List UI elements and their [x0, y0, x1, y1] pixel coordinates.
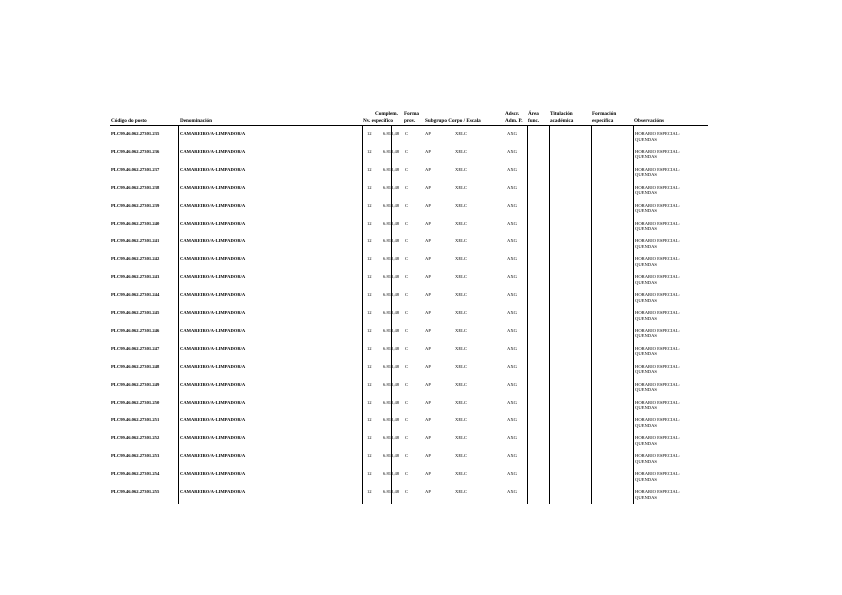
cell-codigo: PLC99.46.062.27301.243: [111, 274, 160, 280]
cell-nivel: 12: [367, 292, 372, 298]
cell-denominacion: CAMAREIRO/A-LIMPADOR/A: [180, 184, 246, 190]
cell-denominacion: CAMAREIRO/A-LIMPADOR/A: [180, 256, 246, 262]
cell-observacions-line2: QUENDAS: [635, 333, 657, 339]
header-rule: [110, 125, 708, 126]
cell-forma-provision: C: [405, 363, 409, 369]
cell-corpo-escala: XELC: [455, 345, 467, 351]
cell-observacions-line1: HORARIO ESPECIAL:: [635, 184, 680, 190]
cell-observacions-line1: HORARIO ESPECIAL:: [635, 327, 680, 333]
cell-denominacion: CAMAREIRO/A-LIMPADOR/A: [180, 489, 246, 494]
cell-denominacion: CAMAREIRO/A-LIMPADOR/A: [180, 471, 246, 477]
cell-subgrupo: AP: [425, 381, 431, 387]
table-row: [0, 203, 842, 221]
cell-nivel: 12: [367, 399, 372, 405]
header-adscr-line2: Adm. P.: [505, 118, 523, 124]
header-titulacion-line2: académica: [550, 118, 574, 124]
cell-corpo-escala: XELC: [455, 489, 467, 494]
cell-codigo: PLC99.46.062.27301.247: [111, 345, 160, 351]
cell-subgrupo: AP: [425, 184, 431, 190]
cell-denominacion: CAMAREIRO/A-LIMPADOR/A: [180, 220, 246, 226]
cell-forma-provision: C: [405, 453, 409, 459]
cell-complemento: 6.812,48: [383, 327, 400, 333]
table-row: [0, 435, 842, 453]
cell-denominacion: CAMAREIRO/A-LIMPADOR/A: [180, 327, 246, 333]
cell-nivel: 12: [367, 345, 372, 351]
cell-codigo: PLC99.46.062.27301.235: [111, 131, 160, 136]
cell-adscripcion: AXG: [507, 131, 517, 136]
cell-corpo-escala: XELC: [455, 327, 467, 333]
cell-adscripcion: AXG: [507, 310, 517, 315]
cell-subgrupo: AP: [425, 489, 431, 494]
cell-observacions-line2: QUENDAS: [635, 136, 657, 142]
cell-observacions-line1: HORARIO ESPECIAL:: [635, 381, 680, 387]
table-row: [0, 221, 842, 239]
cell-observacions-line1: HORARIO ESPECIAL:: [635, 417, 680, 423]
cell-forma-provision: C: [405, 417, 409, 423]
cell-forma-provision: C: [405, 220, 409, 226]
cell-complemento: 6.812,48: [383, 131, 400, 136]
cell-corpo-escala: XELC: [455, 363, 467, 369]
cell-complemento: 6.812,48: [383, 381, 400, 387]
cell-denominacion: CAMAREIRO/A-LIMPADOR/A: [180, 417, 246, 423]
cell-adscripcion: AXG: [507, 399, 517, 405]
cell-observacions-line1: HORARIO ESPECIAL:: [635, 256, 680, 262]
cell-subgrupo: AP: [425, 435, 431, 441]
cell-corpo-escala: XELC: [455, 417, 467, 423]
cell-adscripcion: AXG: [507, 435, 517, 441]
cell-nivel: 12: [367, 274, 372, 280]
cell-forma-provision: C: [405, 274, 409, 280]
cell-corpo-escala: XELC: [455, 381, 467, 387]
cell-subgrupo: AP: [425, 256, 431, 262]
cell-observacions-line2: QUENDAS: [635, 440, 657, 446]
cell-observacions-line1: HORARIO ESPECIAL:: [635, 166, 680, 172]
cell-codigo: PLC99.46.062.27301.240: [111, 220, 160, 226]
cell-adscripcion: AXG: [507, 489, 517, 494]
header-subgrupo-corpo: Subgrupo Corpo / Escala: [425, 118, 481, 124]
cell-forma-provision: C: [405, 381, 409, 387]
cell-observacions-line1: HORARIO ESPECIAL:: [635, 274, 680, 280]
cell-corpo-escala: XELC: [455, 399, 467, 405]
table-row: [0, 167, 842, 185]
cell-subgrupo: AP: [425, 417, 431, 423]
cell-corpo-escala: XELC: [455, 274, 467, 280]
cell-observacions-line2: QUENDAS: [635, 405, 657, 410]
cell-observacions-line2: QUENDAS: [635, 351, 657, 357]
header-complem-line2: Nv. específico: [363, 118, 393, 124]
cell-denominacion: CAMAREIRO/A-LIMPADOR/A: [180, 399, 246, 405]
table-row: [0, 310, 842, 328]
cell-forma-provision: C: [405, 202, 409, 208]
cell-nivel: 12: [367, 435, 372, 441]
cell-denominacion: CAMAREIRO/A-LIMPADOR/A: [180, 310, 246, 315]
cell-denominacion: CAMAREIRO/A-LIMPADOR/A: [180, 148, 246, 154]
cell-corpo-escala: XELC: [455, 453, 467, 459]
cell-adscripcion: AXG: [507, 238, 517, 244]
cell-nivel: 12: [367, 381, 372, 387]
header-codigo: Código do posto: [111, 118, 147, 124]
cell-subgrupo: AP: [425, 310, 431, 315]
table-row: [0, 346, 842, 364]
cell-adscripcion: AXG: [507, 327, 517, 333]
cell-denominacion: CAMAREIRO/A-LIMPADOR/A: [180, 435, 246, 441]
cell-corpo-escala: XELC: [455, 292, 467, 298]
table-row: [0, 185, 842, 203]
cell-adscripcion: AXG: [507, 292, 517, 298]
cell-denominacion: CAMAREIRO/A-LIMPADOR/A: [180, 238, 246, 244]
header-complem-line1: Complem.: [375, 111, 398, 117]
cell-subgrupo: AP: [425, 274, 431, 280]
cell-subgrupo: AP: [425, 131, 431, 136]
cell-complemento: 6.812,48: [383, 310, 400, 315]
cell-observacions-line2: QUENDAS: [635, 315, 657, 321]
cell-observacions-line2: QUENDAS: [635, 297, 657, 303]
cell-observacions-line1: HORARIO ESPECIAL:: [635, 131, 680, 136]
cell-corpo-escala: XELC: [455, 220, 467, 226]
cell-observacions-line2: QUENDAS: [635, 172, 657, 178]
cell-nivel: 12: [367, 220, 372, 226]
cell-observacions-line1: HORARIO ESPECIAL:: [635, 363, 680, 369]
cell-adscripcion: AXG: [507, 345, 517, 351]
cell-nivel: 12: [367, 148, 372, 154]
header-area-line2: func.: [528, 118, 540, 124]
cell-forma-provision: C: [405, 345, 409, 351]
table-row: [0, 292, 842, 310]
cell-corpo-escala: XELC: [455, 310, 467, 315]
table-row: [0, 471, 842, 489]
cell-corpo-escala: XELC: [455, 148, 467, 154]
cell-corpo-escala: XELC: [455, 184, 467, 190]
cell-codigo: PLC99.46.062.27301.251: [111, 417, 160, 423]
cell-complemento: 6.812,48: [383, 274, 400, 280]
cell-codigo: PLC99.46.062.27301.241: [111, 238, 160, 244]
cell-observacions-line1: HORARIO ESPECIAL:: [635, 453, 680, 459]
cell-forma-provision: C: [405, 399, 409, 405]
cell-denominacion: CAMAREIRO/A-LIMPADOR/A: [180, 202, 246, 208]
cell-nivel: 12: [367, 327, 372, 333]
cell-nivel: 12: [367, 363, 372, 369]
cell-subgrupo: AP: [425, 292, 431, 298]
cell-adscripcion: AXG: [507, 471, 517, 477]
cell-observacions-line1: HORARIO ESPECIAL:: [635, 345, 680, 351]
cell-denominacion: CAMAREIRO/A-LIMPADOR/A: [180, 131, 246, 136]
cell-codigo: PLC99.46.062.27301.242: [111, 256, 160, 262]
cell-complemento: 6.812,48: [383, 399, 400, 405]
table-row: [0, 328, 842, 346]
cell-observacions-line1: HORARIO ESPECIAL:: [635, 435, 680, 441]
cell-complemento: 6.812,48: [383, 238, 400, 244]
cell-observacions-line1: HORARIO ESPECIAL:: [635, 220, 680, 226]
cell-complemento: 6.812,48: [383, 417, 400, 423]
cell-complemento: 6.812,48: [383, 435, 400, 441]
cell-observacions-line2: QUENDAS: [635, 476, 657, 482]
cell-subgrupo: AP: [425, 166, 431, 172]
cell-observacions-line1: HORARIO ESPECIAL:: [635, 310, 680, 315]
table-row: [0, 149, 842, 167]
table-row: [0, 256, 842, 274]
header-forma-line2: prov.: [404, 118, 416, 124]
header-forma-line1: Forma: [404, 111, 419, 117]
cell-corpo-escala: XELC: [455, 435, 467, 441]
cell-complemento: 6.812,48: [383, 363, 400, 369]
cell-observacions-line1: HORARIO ESPECIAL:: [635, 238, 680, 244]
cell-codigo: PLC99.46.062.27301.239: [111, 202, 160, 208]
cell-adscripcion: AXG: [507, 166, 517, 172]
cell-forma-provision: C: [405, 489, 409, 494]
cell-observacions-line1: HORARIO ESPECIAL:: [635, 489, 680, 494]
cell-forma-provision: C: [405, 238, 409, 244]
cell-subgrupo: AP: [425, 238, 431, 244]
cell-codigo: PLC99.46.062.27301.236: [111, 148, 160, 154]
cell-observacions-line2: QUENDAS: [635, 387, 657, 393]
cell-subgrupo: AP: [425, 453, 431, 459]
cell-adscripcion: AXG: [507, 184, 517, 190]
cell-nivel: 12: [367, 131, 372, 136]
header-denominacion: Denominación: [180, 118, 212, 124]
cell-complemento: 6.812,48: [383, 292, 400, 298]
cell-nivel: 12: [367, 489, 372, 494]
cell-observacions-line2: QUENDAS: [635, 279, 657, 285]
cell-observacions-line1: HORARIO ESPECIAL:: [635, 292, 680, 298]
cell-nivel: 12: [367, 310, 372, 315]
table-row: [0, 274, 842, 292]
cell-nivel: 12: [367, 417, 372, 423]
table-row: [0, 131, 842, 149]
cell-corpo-escala: XELC: [455, 202, 467, 208]
cell-forma-provision: C: [405, 327, 409, 333]
cell-observacions-line1: HORARIO ESPECIAL:: [635, 148, 680, 154]
table-row: [0, 489, 842, 507]
cell-complemento: 6.812,48: [383, 489, 400, 494]
cell-subgrupo: AP: [425, 327, 431, 333]
cell-corpo-escala: XELC: [455, 131, 467, 136]
cell-observacions-line2: QUENDAS: [635, 458, 657, 464]
cell-forma-provision: C: [405, 166, 409, 172]
cell-denominacion: CAMAREIRO/A-LIMPADOR/A: [180, 166, 246, 172]
cell-denominacion: CAMAREIRO/A-LIMPADOR/A: [180, 453, 246, 459]
table-row: [0, 364, 842, 382]
header-adscr-line1: Adscr.: [505, 111, 520, 117]
cell-nivel: 12: [367, 202, 372, 208]
cell-nivel: 12: [367, 238, 372, 244]
cell-nivel: 12: [367, 256, 372, 262]
cell-observacions-line2: QUENDAS: [635, 261, 657, 267]
cell-codigo: PLC99.46.062.27301.254: [111, 471, 160, 477]
cell-adscripcion: AXG: [507, 381, 517, 387]
cell-nivel: 12: [367, 166, 372, 172]
cell-complemento: 6.812,48: [383, 256, 400, 262]
cell-corpo-escala: XELC: [455, 166, 467, 172]
cell-observacions-line2: QUENDAS: [635, 494, 657, 500]
cell-forma-provision: C: [405, 148, 409, 154]
cell-denominacion: CAMAREIRO/A-LIMPADOR/A: [180, 274, 246, 280]
cell-complemento: 6.812,48: [383, 202, 400, 208]
cell-complemento: 6.812,48: [383, 148, 400, 154]
header-observacions: Observacións: [634, 118, 664, 124]
cell-denominacion: CAMAREIRO/A-LIMPADOR/A: [180, 381, 246, 387]
cell-adscripcion: AXG: [507, 363, 517, 369]
cell-observacions-line2: QUENDAS: [635, 369, 657, 375]
cell-complemento: 6.812,48: [383, 184, 400, 190]
cell-subgrupo: AP: [425, 220, 431, 226]
cell-observacions-line2: QUENDAS: [635, 243, 657, 249]
cell-nivel: 12: [367, 471, 372, 477]
header-titulacion-line1: Titulación: [550, 111, 573, 117]
cell-forma-provision: C: [405, 292, 409, 298]
cell-forma-provision: C: [405, 310, 409, 315]
cell-adscripcion: AXG: [507, 274, 517, 280]
cell-forma-provision: C: [405, 184, 409, 190]
cell-codigo: PLC99.46.062.27301.249: [111, 381, 160, 387]
cell-codigo: PLC99.46.062.27301.248: [111, 363, 160, 369]
table-row: [0, 382, 842, 400]
cell-corpo-escala: XELC: [455, 256, 467, 262]
cell-complemento: 6.812,48: [383, 166, 400, 172]
cell-observacions-line1: HORARIO ESPECIAL:: [635, 399, 680, 405]
cell-nivel: 12: [367, 453, 372, 459]
cell-subgrupo: AP: [425, 345, 431, 351]
cell-denominacion: CAMAREIRO/A-LIMPADOR/A: [180, 345, 246, 351]
cell-nivel: 12: [367, 184, 372, 190]
cell-observacions-line2: QUENDAS: [635, 226, 657, 231]
cell-adscripcion: AXG: [507, 256, 517, 262]
cell-codigo: PLC99.46.062.27301.255: [111, 489, 160, 494]
cell-codigo: PLC99.46.062.27301.237: [111, 166, 160, 172]
cell-codigo: PLC99.46.062.27301.250: [111, 399, 160, 405]
cell-corpo-escala: XELC: [455, 238, 467, 244]
header-formacion-line2: específica: [592, 118, 614, 124]
cell-forma-provision: C: [405, 435, 409, 441]
table-row: [0, 400, 842, 418]
table-row: [0, 453, 842, 471]
table-row: [0, 238, 842, 256]
cell-subgrupo: AP: [425, 399, 431, 405]
cell-adscripcion: AXG: [507, 417, 517, 423]
cell-codigo: PLC99.46.062.27301.246: [111, 327, 160, 333]
cell-codigo: PLC99.46.062.27301.238: [111, 184, 160, 190]
cell-adscripcion: AXG: [507, 148, 517, 154]
cell-observacions-line2: QUENDAS: [635, 190, 657, 196]
cell-observacions-line2: QUENDAS: [635, 422, 657, 428]
header-area-line1: Área: [528, 111, 539, 117]
cell-codigo: PLC99.46.062.27301.244: [111, 292, 160, 298]
cell-observacions-line1: HORARIO ESPECIAL:: [635, 202, 680, 208]
cell-subgrupo: AP: [425, 363, 431, 369]
cell-complemento: 6.812,48: [383, 220, 400, 226]
cell-subgrupo: AP: [425, 471, 431, 477]
cell-forma-provision: C: [405, 471, 409, 477]
cell-corpo-escala: XELC: [455, 471, 467, 477]
cell-adscripcion: AXG: [507, 202, 517, 208]
cell-complemento: 6.812,48: [383, 453, 400, 459]
cell-denominacion: CAMAREIRO/A-LIMPADOR/A: [180, 292, 246, 298]
cell-forma-provision: C: [405, 256, 409, 262]
cell-observacions-line1: HORARIO ESPECIAL:: [635, 471, 680, 477]
cell-forma-provision: C: [405, 131, 409, 136]
cell-adscripcion: AXG: [507, 220, 517, 226]
cell-complemento: 6.812,48: [383, 471, 400, 477]
cell-codigo: PLC99.46.062.27301.253: [111, 453, 160, 459]
cell-codigo: PLC99.46.062.27301.252: [111, 435, 160, 441]
header-formacion-line1: Formación: [592, 111, 617, 117]
table-row: [0, 417, 842, 435]
cell-observacions-line2: QUENDAS: [635, 208, 657, 214]
cell-codigo: PLC99.46.062.27301.245: [111, 310, 160, 315]
cell-observacions-line2: QUENDAS: [635, 154, 657, 160]
cell-subgrupo: AP: [425, 202, 431, 208]
cell-complemento: 6.812,48: [383, 345, 400, 351]
cell-subgrupo: AP: [425, 148, 431, 154]
cell-denominacion: CAMAREIRO/A-LIMPADOR/A: [180, 363, 246, 369]
cell-adscripcion: AXG: [507, 453, 517, 459]
